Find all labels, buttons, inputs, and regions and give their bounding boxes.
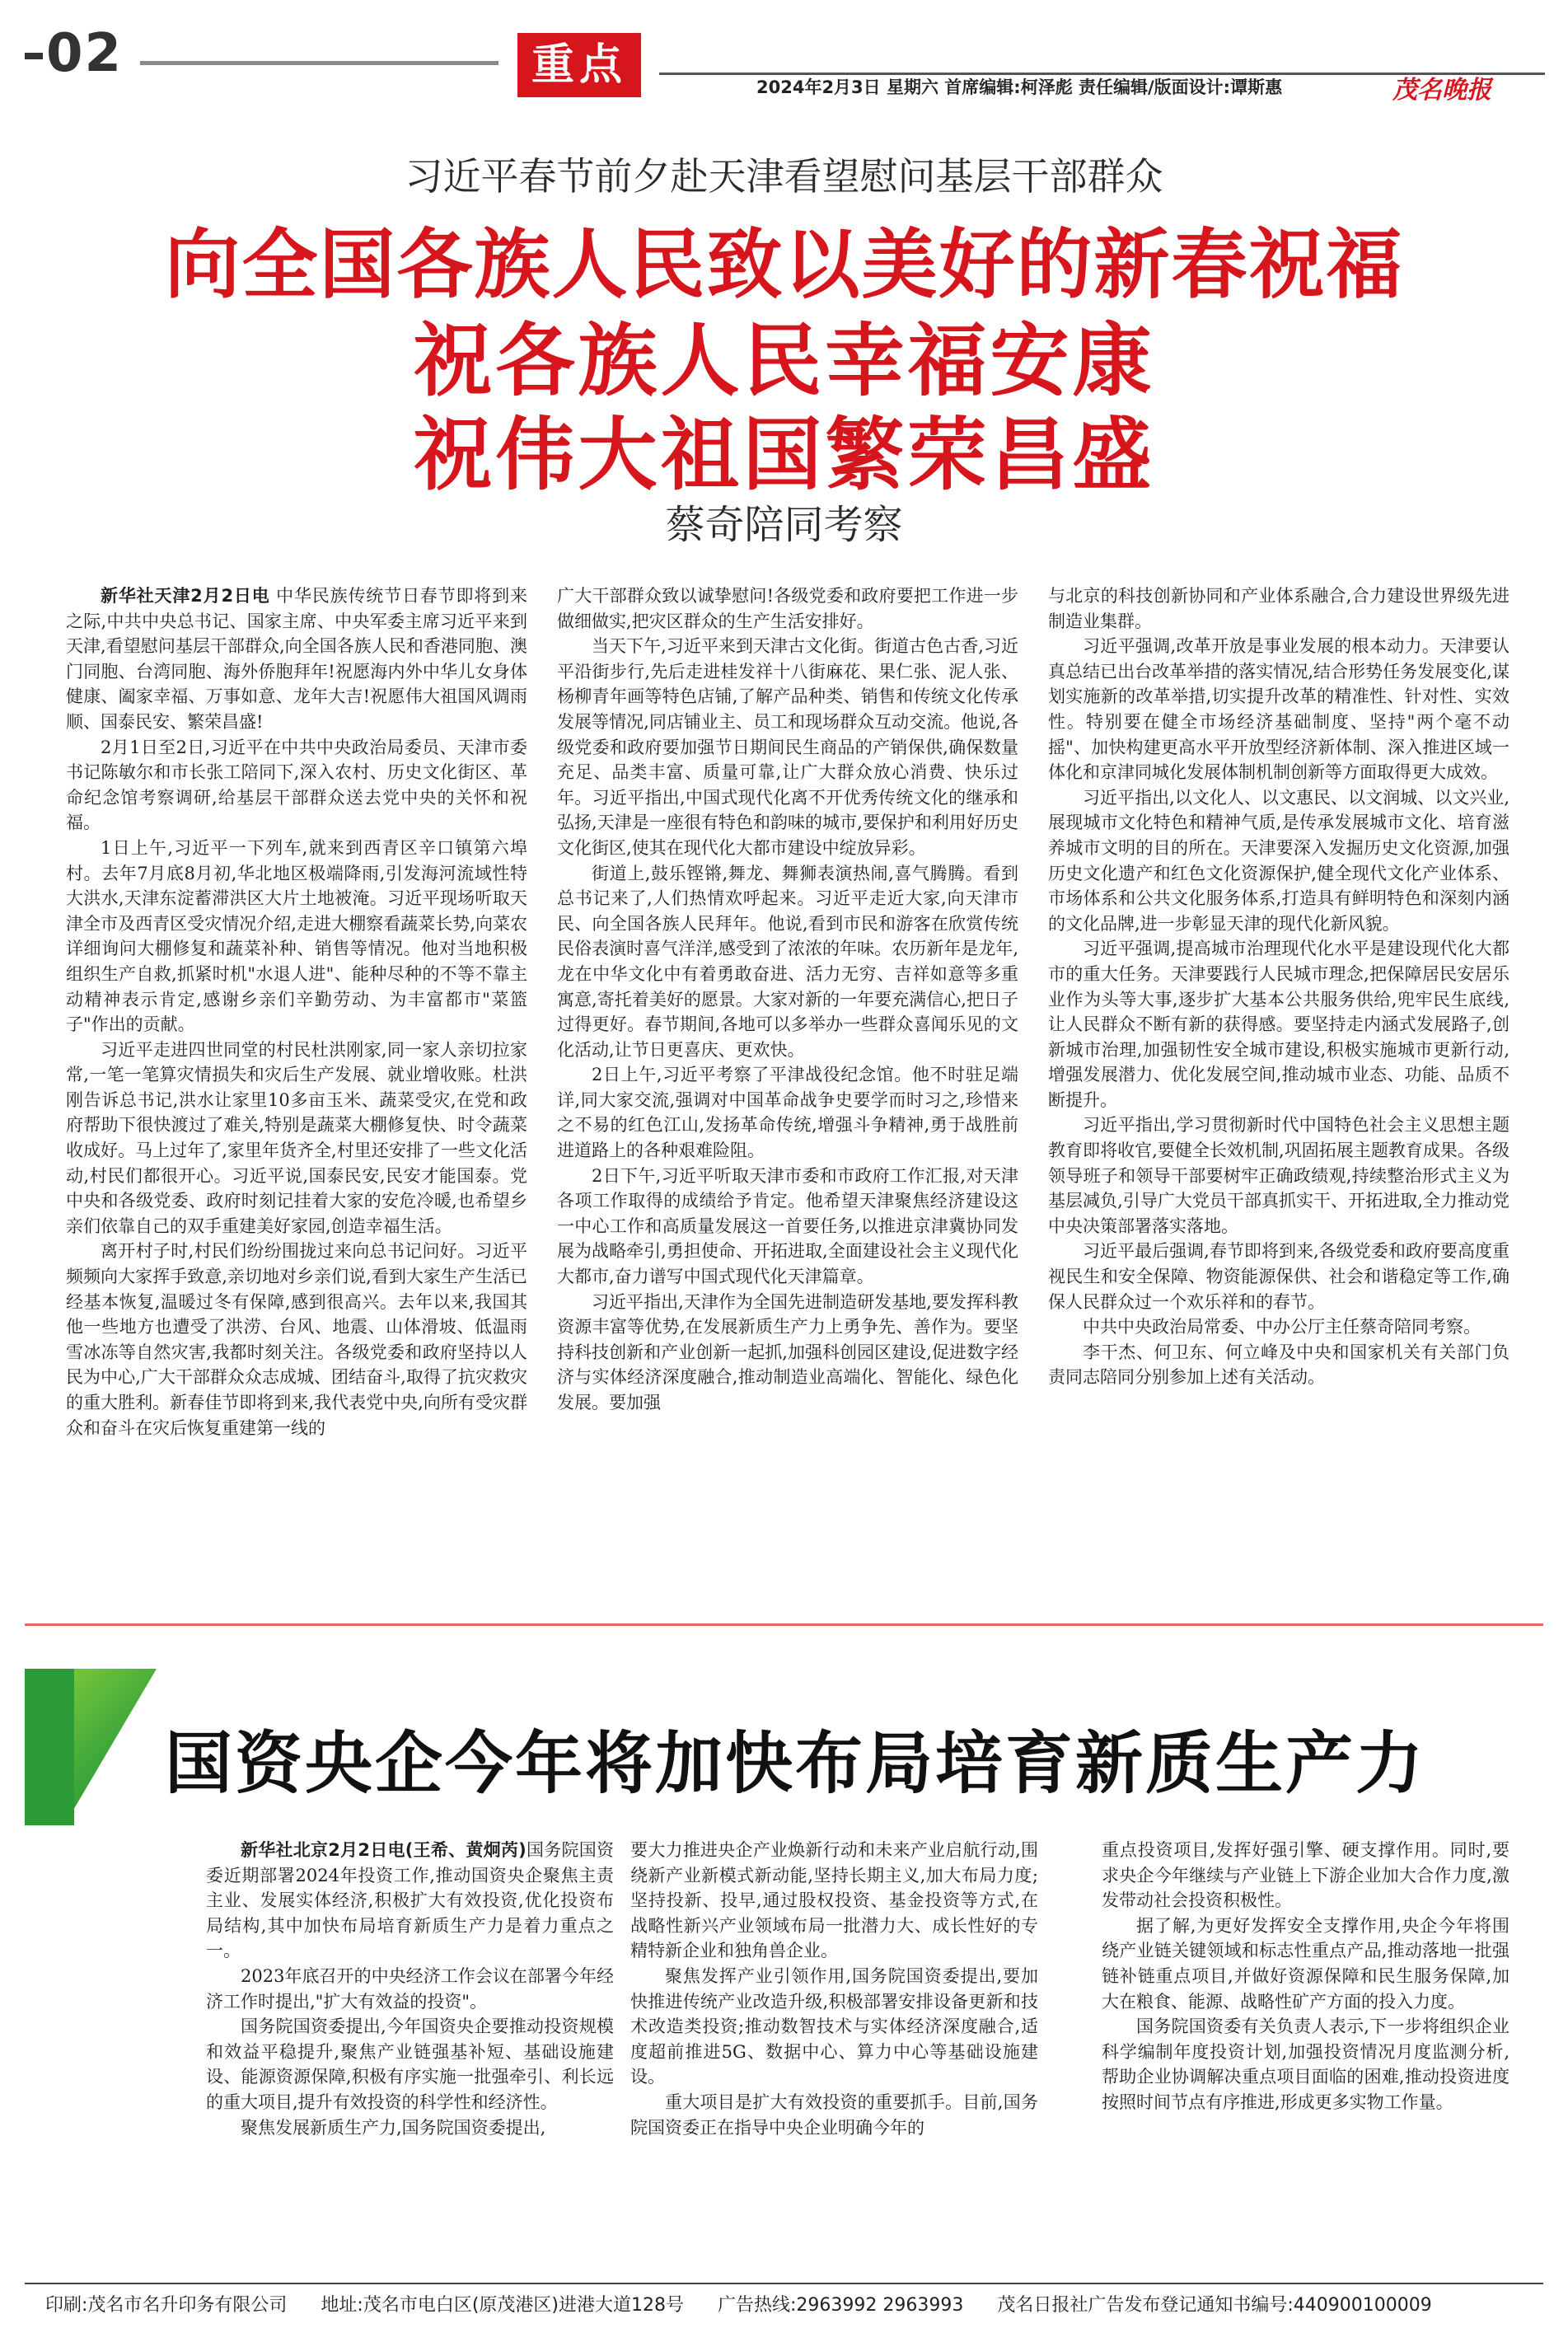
paragraph: 据了解,为更好发挥安全支撑作用,央企今年将围绕产业链关键领域和标志性重点产品,推动落地一批强链补链重点项目,并做好资源保障和民生服务保障,加大在粮食、能源、战略性矿产方面的投入力度。 (1102, 1915, 1509, 2012)
paragraph: 习近平指出,以文化人、以文惠民、以文润城、以文兴业,展现城市文化特色和精神气质,是传承发展城市文化、培育滋养城市文明的目的所在。天津要深入发掘历史文化资源,加强历史文化遗产和红色文化资源保护,健全现代文化产业体系、市场体系和公共文化服务体系,打造具有鲜明特色和深刻内涵的文化品牌,进一步彰显天津的现代化新风貌。 (1048, 787, 1509, 934)
paragraph (66, 583, 527, 735)
paragraph: 习近平指出,天津作为全国先进制造研发基地,要发挥科教资源丰富等优势,在发展新质生产力上勇争先、善作为。要坚持科技创新和产业创新一起抓,加强科创园区建设,促进数字经济与实体经济深度融合,推动制造业高端化、智能化、绿色化发展。要加强 (557, 1291, 1018, 1412)
masthead-rule (140, 61, 498, 65)
newspaper-logo: 茂名晚报 (1392, 76, 1491, 105)
lead-headline-line-3: 祝伟大祖国繁荣昌盛 (413, 409, 1155, 501)
masthead (0, 0, 1568, 107)
paragraph: 要大力推进央企产业焕新行动和未来产业启航行动,围绕新产业新模式新动能,坚持长期主义,加大布局力度;坚持投新、投早,通过股权投资、基金投资等方式,在战略性新兴产业领域布局一批潜力大、成长性好的专精特新企业和独角兽企业。 (630, 1840, 1038, 1961)
second-headline: 国资央企今年将加快布局培育新质生产力 (165, 1725, 1426, 1803)
paragraph: 2日下午,习近平听取天津市委和市政府工作汇报,对天津各项工作取得的成绩给予肯定。他希望天津聚焦经济建设这一中心工作和高质量发展这一首要任务,以推进京津冀协同发展为战略牵引,勇担使命、开拓进取,全面建设社会主义现代化大都市,奋力谱写中国式现代化天津篇章。 (557, 1165, 1018, 1287)
paragraph: 1日上午,习近平一下列车,就来到西青区辛口镇第六埠村。去年7月底8月初,华北地区极端降雨,引发海河流域性特大洪水,天津东淀蓄滞洪区大片土地被淹。习近平现场听取天津全市及西青区受灾情况介绍,走进大棚察看蔬菜长势,向菜农详细询问大棚修复和蔬菜补种、销售等情况。他对当地积极组织生产自救,抓紧时机"水退人进"、能种尽种的不等不靠主动精神表示肯定,感谢乡亲们辛勤劳动、为丰富都市"菜篮子"作出的贡献。 (66, 837, 527, 1035)
paragraph: 国务院国资委提出,今年国资央企要推动投资规模和效益平稳提升,聚焦产业链强基补短、基础设施建设、能源资源保障,积极有序实施一批强牵引、利长远的重大项目,提升有效投资的科学性和经济性。 (206, 2017, 614, 2112)
paragraph: 聚焦发展新质生产力,国务院国资委提出, (241, 2117, 546, 2138)
page-number-text: 02 (46, 23, 124, 84)
paragraph: 与北京的科技创新协同和产业体系融合,合力建设世界级先进制造业集群。 (1048, 586, 1509, 631)
paragraph: 广大干部群众致以诚挚慰问!各级党委和政府要把工作进一步做细做实,把灾区群众的生产生活安排好。 (557, 586, 1018, 631)
paragraph: 2日上午,习近平考察了平津战役纪念馆。他不时驻足端详,同大家交流,强调对中国革命战争史要学而时习之,珍惜来之不易的红色江山,发扬革命传统,增强斗争精神,勇于战胜前进道路上的各种艰难险阻。 (557, 1065, 1018, 1161)
paragraph: 聚焦发挥产业引领作用,国务院国资委提出,要加快推进传统产业改造升级,积极部署安排设备更新和技术改造类投资;推动数智技术与实体经济深度融合,适度超前推进5G、数据中心、算力中心等基础设施建设。 (630, 1965, 1038, 2087)
second-dateline: 新华社北京2月2日电(王希、黄炯芮) (241, 1840, 527, 1860)
paragraph: 习近平走进四世同堂的村民杜洪刚家,同一家人亲切拉家常,一笔一笔算灾情损失和灾后生产发展、就业增收账。杜洪刚告诉总书记,洪水让家里10多亩玉米、蔬菜受灾,在党和政府帮助下很快渡过了难关,特别是蔬菜大棚修复快、时令蔬菜收成好。马上过年了,家里年货齐全,村里还安排了一些文化活动,村民们都很开心。习近平说,国泰民安,民安才能国泰。党中央和各级党委、政府时刻记挂着大家的安危冷暖,也希望乡亲们依靠自己的双手重建美好家园,创造幸福生活。 (66, 1039, 527, 1236)
footer-rule (25, 2283, 1543, 2284)
footer-ad-hotline: 广告热线:2963992 2963993 (718, 2295, 964, 2316)
issue-info: 2024年2月3日 星期六 首席编辑:柯泽彪 责任编辑/版面设计:谭斯惠 (756, 77, 1283, 97)
paragraph: 习近平强调,改革开放是事业发展的根本动力。天津要认真总结已出台改革举措的落实情况,结合形势任务发展变化,谋划实施新的改革举措,切实提升改革的精准性、针对性、实效性。特别要在健全市场经济基础制度、坚持"两个毫不动摇"、加快构建更高水平开放型经济新体制、深入推进区域一体化和京津同城化发展体制机制创新等方面取得更大成效。 (1048, 636, 1509, 783)
paragraph-text: 中华民族传统节日春节即将到来之际,中共中央总书记、国家主席、中央军委主席习近平来到天津,看望慰问基层干部群众,向全国各族人民和香港同胞、澳门同胞、台湾同胞、海外侨胞拜年!祝愿海内外中华儿女身体健康、阖家幸福、万事如意、龙年大吉!祝愿伟大祖国风调雨顺、国泰民安、繁荣昌盛! (66, 586, 527, 732)
paragraph: 2月1日至2日,习近平在中共中央政治局委员、天津市委书记陈敏尔和市长张工陪同下,深入农村、历史文化街区、革命纪念馆考察调研,给基层干部群众送去党中央的关怀和祝福。 (66, 737, 527, 833)
paragraph-text: 国务院国资委近期部署2024年投资工作,推动国资央企聚焦主责主业、发展实体经济,积极扩大有效投资,优化投资布局结构,其中加快布局培育新质生产力是着力重点之一。 (206, 1840, 614, 1961)
paragraph: 李干杰、何卫东、何立峰及中央和国家机关有关部门负责同志陪同分别参加上述有关活动。 (1048, 1342, 1509, 1388)
paragraph: 2023年底召开的中央经济工作会议在部署今年经济工作时提出,"扩大有效益的投资"。 (206, 1965, 614, 2012)
second-column-2 (630, 1838, 1038, 2266)
lead-headline-line-1: 向全国各族人民致以美好的新春祝福 (164, 221, 1404, 309)
second-column-3 (1102, 1838, 1509, 2266)
lead-subhead: 蔡奇陪同考察 (665, 502, 903, 548)
lead-dateline: 新华社天津2月2日电 (101, 586, 270, 606)
footer-printer: 印刷:茂名市名升印务有限公司 (45, 2295, 288, 2316)
headline-accent-bar (25, 1669, 74, 1825)
paragraph: 习近平强调,提高城市治理现代化水平是建设现代化大都市的重大任务。天津要践行人民城市理念,把保障居民安居乐业作为头等大事,逐步扩大基本公共服务供给,兜牢民生底线,让人民群众不断有新的获得感。要坚持走内涵式发展路子,创新城市治理,加强韧性安全城市建设,积极实施城市更新行动,增强发展潜力、优化发展空间,推动城市业态、功能、品质不断提升。 (1048, 939, 1509, 1110)
lead-kicker: 习近平春节前夕赴天津看望慰问基层干部群众 (405, 154, 1163, 199)
section-divider (25, 1623, 1543, 1626)
footer (45, 2291, 1545, 2316)
footer-address: 地址:茂名市电白区(原茂港区)进港大道128号 (321, 2295, 684, 2316)
page-number (25, 23, 123, 84)
lead-column-2 (557, 583, 1018, 1605)
paragraph: 习近平指出,学习贯彻新时代中国特色社会主义思想主题教育即将收官,要健全长效机制,巩固拓展主题教育成果。各级领导班子和领导干部要树牢正确政绩观,持续整治形式主义为基层减负,引导广大党员干部真抓实干、开拓进取,全力推动党中央决策部署落实落地。 (1048, 1115, 1509, 1236)
second-column-1 (206, 1838, 614, 2266)
paragraph: 重大项目是扩大有效投资的重要抓手。目前,国务院国资委正在指导中央企业明确今年的 (630, 2091, 1038, 2138)
paragraph: 当天下午,习近平来到天津古文化街。街道古色古香,习近平沿街步行,先后走进桂发祥十八街麻花、果仁张、泥人张、杨柳青年画等特色店铺,了解产品种类、销售和传统文化传承发展等情况,同店铺业主、员工和现场群众互动交流。他说,各级党委和政府要加强节日期间民生商品的产销保供,确保数量充足、品类丰富、质量可靠,让广大群众放心消费、快乐过年。习近平指出,中国式现代化离不开优秀传统文化的继承和弘扬,天津是一座很有特色和韵味的城市,要保护和利用好历史文化街区,使其在现代化大都市建设中绽放异彩。 (557, 636, 1018, 858)
footer-license: 茂名日报社广告发布登记通知书编号:440900100009 (997, 2295, 1432, 2316)
lead-column-3 (1048, 583, 1509, 1605)
paragraph: 重点投资项目,发挥好强引擎、硬支撑作用。同时,要求央企今年继续与产业链上下游企业加大合作力度,激发带动社会投资积极性。 (1102, 1840, 1509, 1911)
paragraph: 中共中央政治局常委、中办公厅主任蔡奇陪同考察。 (1083, 1317, 1481, 1337)
paragraph: 街道上,鼓乐铿锵,舞龙、舞狮表演热闹,喜气腾腾。看到总书记来了,人们热情欢呼起来。习近平走近大家,向天津市民、向全国各族人民拜年。他说,看到市民和游客在欣赏传统民俗表演时喜气洋洋,感受到了浓浓的年味。农历新年是龙年,龙在中华文化中有着勇敢奋进、活力无穷、吉祥如意等多重寓意,寄托着美好的愿景。大家对新的一年要充满信心,把日子过得更好。春节期间,各地可以多举办一些群众喜闻乐见的文化活动,让节日更喜庆、更欢快。 (557, 863, 1018, 1060)
paragraph: 国务院国资委有关负责人表示,下一步将组织企业科学编制年度投资计划,加强投资情况月度监测分析,帮助企业协调解决重点项目面临的困难,推动投资进度按照时间节点有序推进,形成更多实物工作量。 (1102, 2017, 1509, 2112)
section-tag: 重点 (517, 33, 641, 97)
paragraph (206, 1838, 614, 1964)
paragraph: 习近平最后强调,春节即将到来,各级党委和政府要高度重视民生和安全保障、物资能源保供、社会和谐稳定等工作,确保人民群众过一个欢乐祥和的春节。 (1048, 1241, 1509, 1312)
paragraph: 离开村子时,村民们纷纷围拢过来向总书记问好。习近平频频向大家挥手致意,亲切地对乡亲们说,看到大家生产生活已经基本恢复,温暖过冬有保障,感到很高兴。去年以来,我国其他一些地方也遭受了洪涝、台风、地震、山体滑坡、低温雨雪冰冻等自然灾害,我都时刻关注。各级党委和政府坚持以人民为中心,广大干部群众众志成城、团结奋斗,取得了抗灾救灾的重大胜利。新春佳节即将到来,我代表党中央,向所有受灾群众和奋斗在灾后恢复重建第一线的 (66, 1241, 527, 1438)
lead-column-1 (66, 583, 527, 1605)
lead-headline-line-2: 祝各族人民幸福安康 (413, 315, 1155, 407)
